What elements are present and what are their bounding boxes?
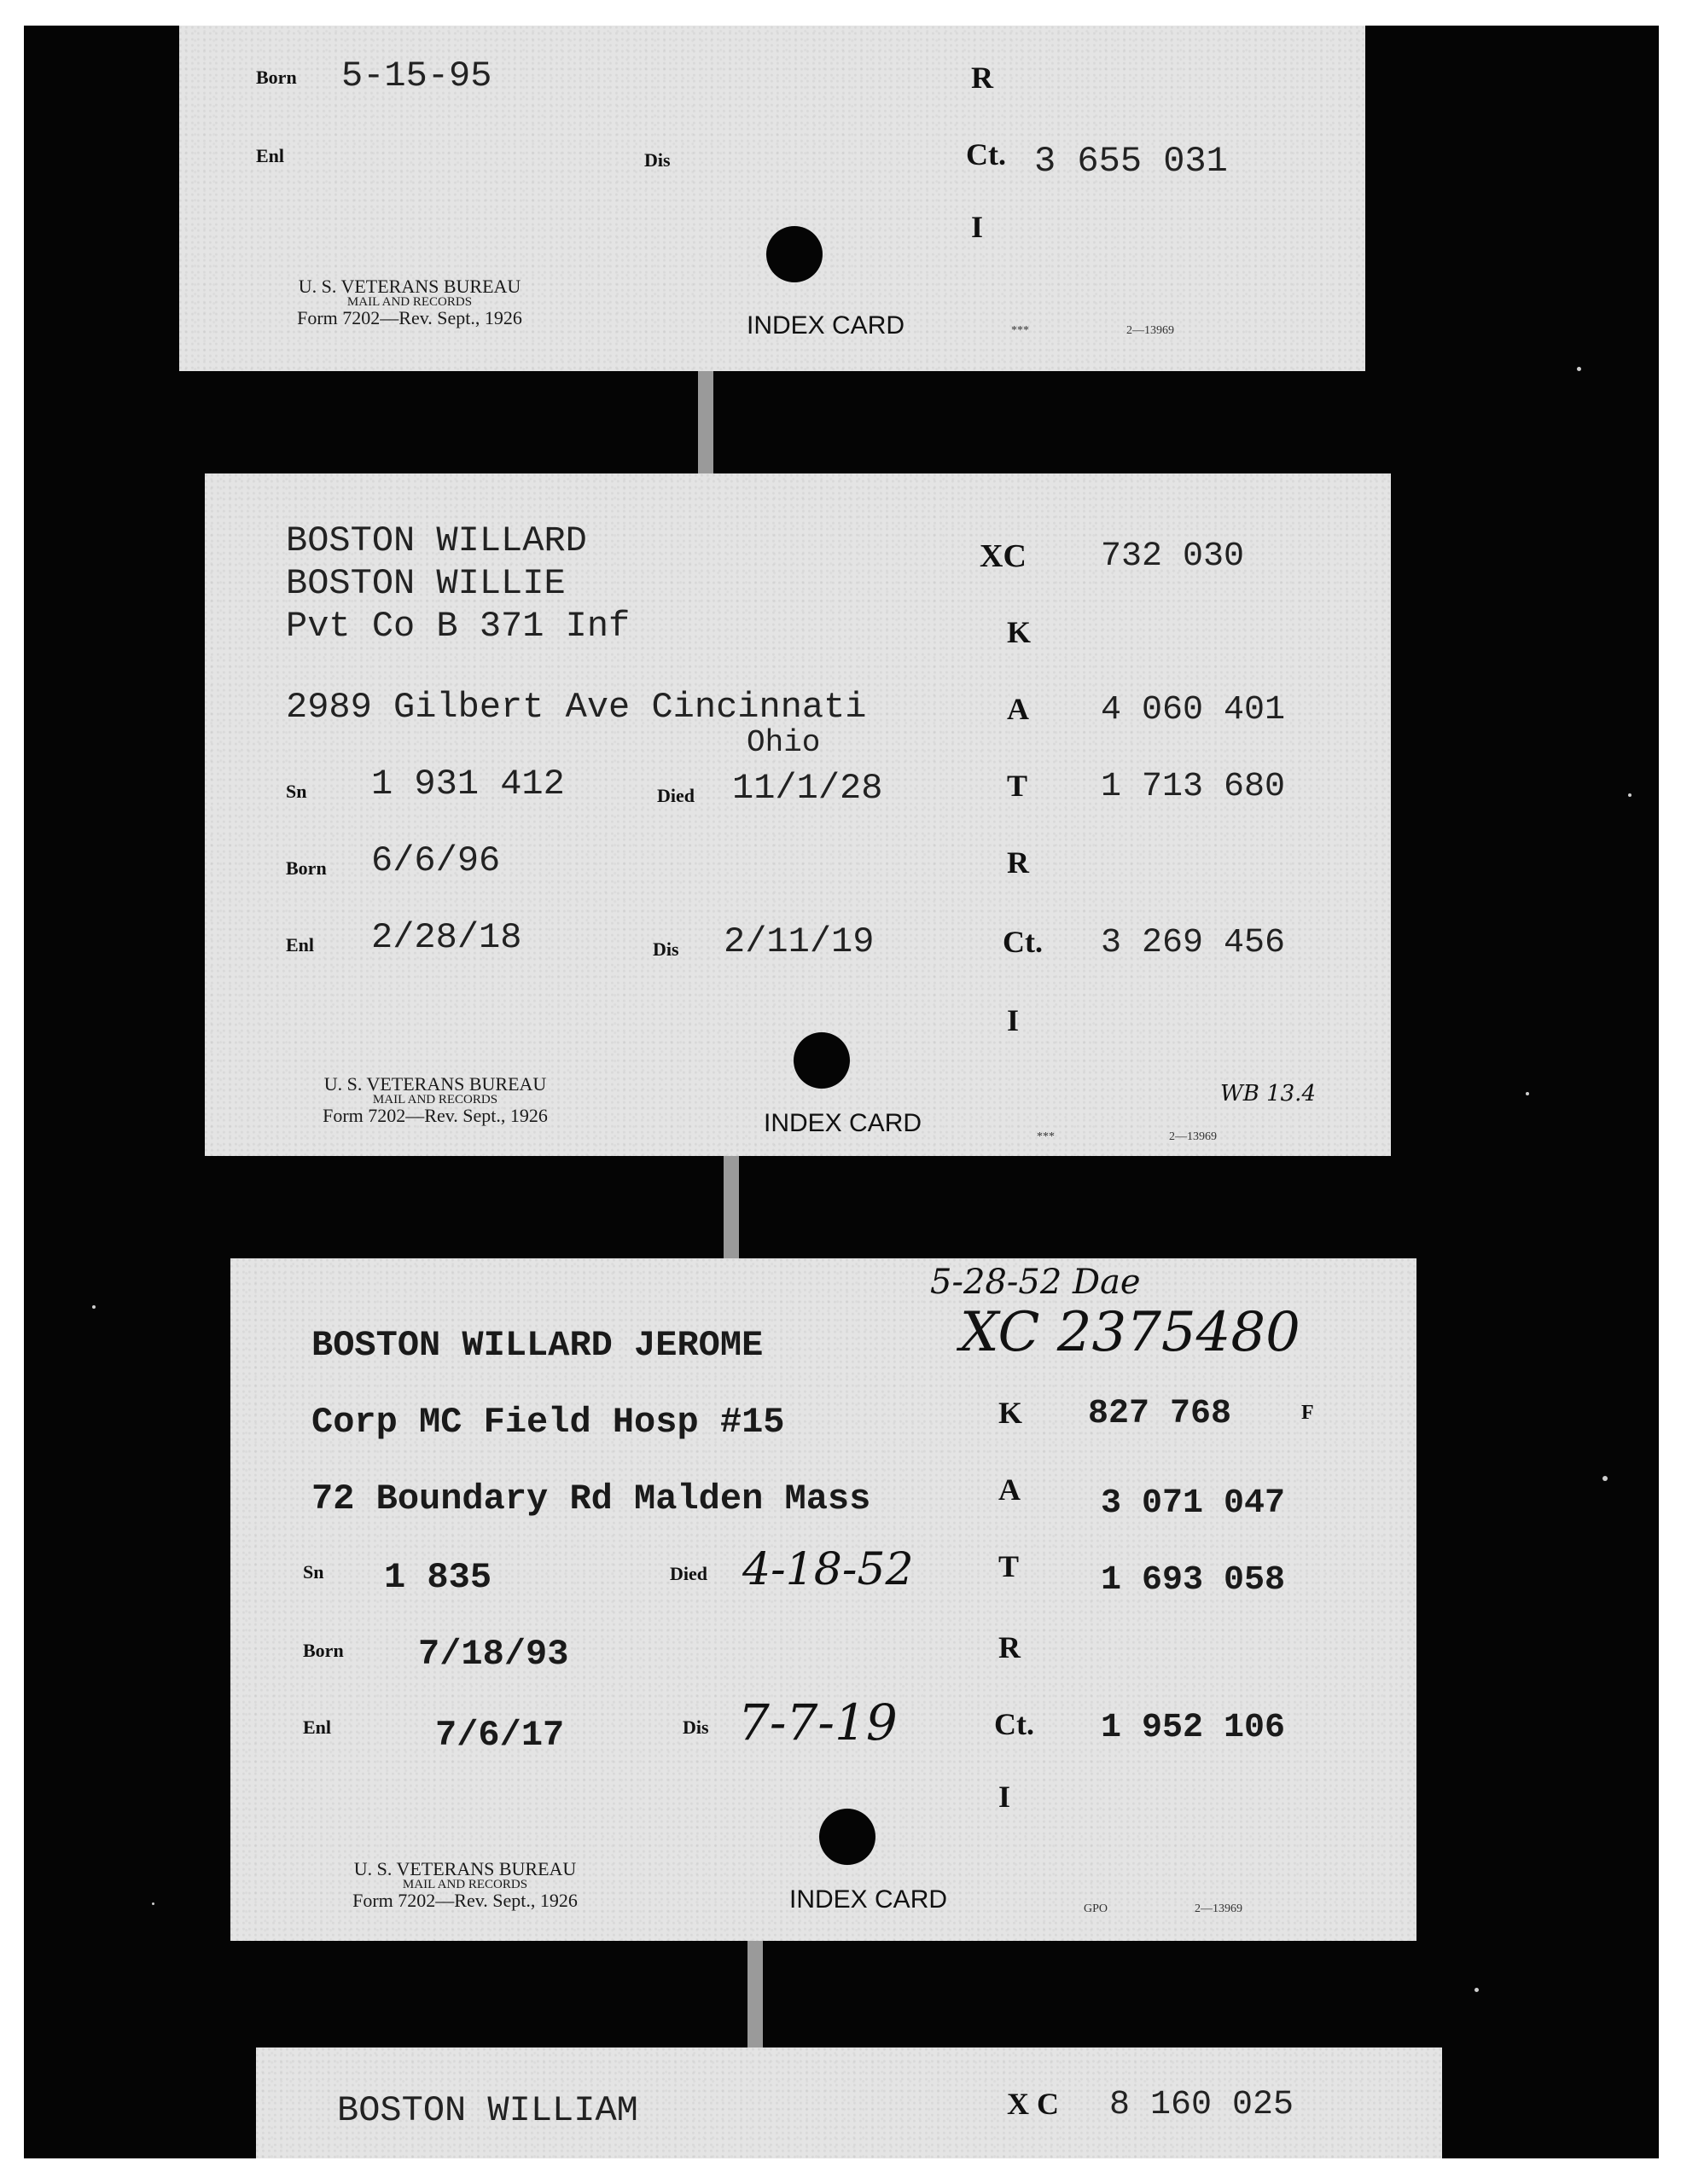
index-card-2 <box>205 473 1391 1156</box>
stamp-left: *** <box>1037 1130 1055 1143</box>
died-label: Died <box>670 1563 707 1584</box>
born-label: Born <box>286 857 327 879</box>
k-label: K <box>998 1396 1023 1430</box>
dust-speck <box>1577 367 1581 371</box>
born-value: 5-15-95 <box>341 55 492 96</box>
dis-label: Dis <box>653 938 679 960</box>
footer-line-1: U. S. VETERANS BUREAU <box>323 1073 547 1095</box>
punch-hole <box>819 1809 875 1865</box>
enl-label: Enl <box>303 1716 332 1738</box>
name-line-2: BOSTON WILLIE <box>286 563 566 604</box>
k-label: K <box>1007 615 1032 649</box>
stamp-right: 2—13969 <box>1195 1902 1242 1915</box>
bureau-footer <box>273 1075 597 1125</box>
dust-speck <box>1475 1988 1479 1992</box>
enl-value: 2/28/18 <box>371 917 522 958</box>
a-value: 3 071 047 <box>1101 1484 1286 1523</box>
ct-value: 3 269 456 <box>1101 924 1286 962</box>
ct-label: Ct. <box>966 137 1006 171</box>
name-line-1: BOSTON WILLARD <box>286 520 587 561</box>
handwritten-date-note: 5-28-52 Dae <box>930 1263 1141 1302</box>
name-line: BOSTON WILLIAM <box>337 2090 638 2131</box>
index-card-3 <box>230 1258 1416 1941</box>
xc-value: 732 030 <box>1101 537 1245 576</box>
t-label: T <box>998 1549 1020 1583</box>
xc-label: X C <box>1007 2087 1059 2121</box>
i-label: I <box>971 210 984 244</box>
dis-value-handwritten: 7-7-19 <box>738 1693 898 1751</box>
enl-value: 7/6/17 <box>435 1715 565 1756</box>
a-label: A <box>1007 692 1029 726</box>
ct-label: Ct. <box>994 1707 1034 1741</box>
dust-speck <box>152 1902 154 1905</box>
dis-label: Dis <box>683 1716 709 1738</box>
enl-label: Enl <box>256 145 285 166</box>
footer-line-1: U. S. VETERANS BUREAU <box>353 1858 577 1879</box>
sn-label: Sn <box>286 781 307 802</box>
dis-label: Dis <box>644 149 671 171</box>
index-card-label: INDEX CARD <box>764 1109 922 1137</box>
ct-value: 3 655 031 <box>1034 141 1228 182</box>
index-card-label: INDEX CARD <box>747 311 905 340</box>
ct-label: Ct. <box>1003 925 1043 959</box>
died-label: Died <box>657 785 695 806</box>
address-line-2: Ohio <box>747 725 821 760</box>
name-line: BOSTON WILLARD JEROME <box>311 1325 764 1366</box>
dust-speck <box>92 1305 96 1309</box>
ct-value: 1 952 106 <box>1101 1709 1286 1747</box>
enl-label: Enl <box>286 934 315 956</box>
born-label: Born <box>256 67 297 88</box>
xc-value: 8 160 025 <box>1109 2086 1294 2124</box>
address-line: 72 Boundary Rd Malden Mass <box>311 1478 871 1519</box>
footer-line-3: Form 7202—Rev. Sept., 1926 <box>352 1890 578 1911</box>
died-value: 11/1/28 <box>732 768 883 809</box>
a-value: 4 060 401 <box>1101 691 1286 729</box>
xc-label: XC <box>980 538 1027 574</box>
footer-line-2: MAIL AND RECORDS <box>402 1878 528 1891</box>
footer-line-2: MAIL AND RECORDS <box>346 295 473 309</box>
f-label: F <box>1301 1402 1314 1424</box>
r-label: R <box>998 1630 1021 1664</box>
born-label: Born <box>303 1640 344 1661</box>
unit-line: Pvt Co B 371 Inf <box>286 606 631 647</box>
stamp-right: 2—13969 <box>1126 324 1174 337</box>
dust-speck <box>1628 793 1632 797</box>
i-label: I <box>998 1780 1011 1814</box>
stamp-left: *** <box>1011 324 1029 337</box>
a-label: A <box>998 1472 1021 1507</box>
index-card-4 <box>256 2048 1442 2158</box>
punch-hole <box>766 226 823 282</box>
handwritten-note: WB 13.4 <box>1220 1081 1316 1107</box>
sn-label: Sn <box>303 1561 324 1583</box>
stamp-left: GPO <box>1084 1902 1108 1915</box>
dis-value: 2/11/19 <box>724 921 875 962</box>
footer-line-3: Form 7202—Rev. Sept., 1926 <box>323 1105 548 1126</box>
dust-speck <box>1526 1092 1529 1095</box>
sn-value: 1 931 412 <box>371 764 565 804</box>
t-label: T <box>1007 769 1028 803</box>
stamp-right: 2—13969 <box>1169 1130 1217 1143</box>
footer-line-3: Form 7202—Rev. Sept., 1926 <box>297 307 522 328</box>
punch-hole <box>794 1032 850 1089</box>
t-value: 1 713 680 <box>1101 768 1286 806</box>
footer-line-1: U. S. VETERANS BUREAU <box>298 276 521 297</box>
sn-value: 1 835 <box>384 1557 492 1598</box>
address-line-1: 2989 Gilbert Ave Cincinnati <box>286 687 867 728</box>
unit-line: Corp MC Field Hosp #15 <box>311 1402 785 1443</box>
r-label: R <box>971 61 993 95</box>
i-label: I <box>1007 1003 1020 1037</box>
born-value: 6/6/96 <box>371 840 501 881</box>
k-value: 827 768 <box>1088 1395 1232 1433</box>
r-label: R <box>1007 845 1029 880</box>
microfilm-frame <box>24 26 1659 2158</box>
index-card-label: INDEX CARD <box>789 1885 948 1914</box>
footer-line-2: MAIL AND RECORDS <box>372 1093 498 1107</box>
t-value: 1 693 058 <box>1101 1561 1286 1600</box>
index-card-1 <box>179 26 1365 371</box>
xc-value-handwritten: XC 2375480 <box>960 1301 1300 1364</box>
dust-speck <box>1602 1476 1608 1481</box>
bureau-footer <box>303 1860 627 1910</box>
died-value-handwritten: 4-18-52 <box>742 1544 914 1595</box>
bureau-footer <box>247 277 572 328</box>
born-value: 7/18/93 <box>418 1634 569 1675</box>
